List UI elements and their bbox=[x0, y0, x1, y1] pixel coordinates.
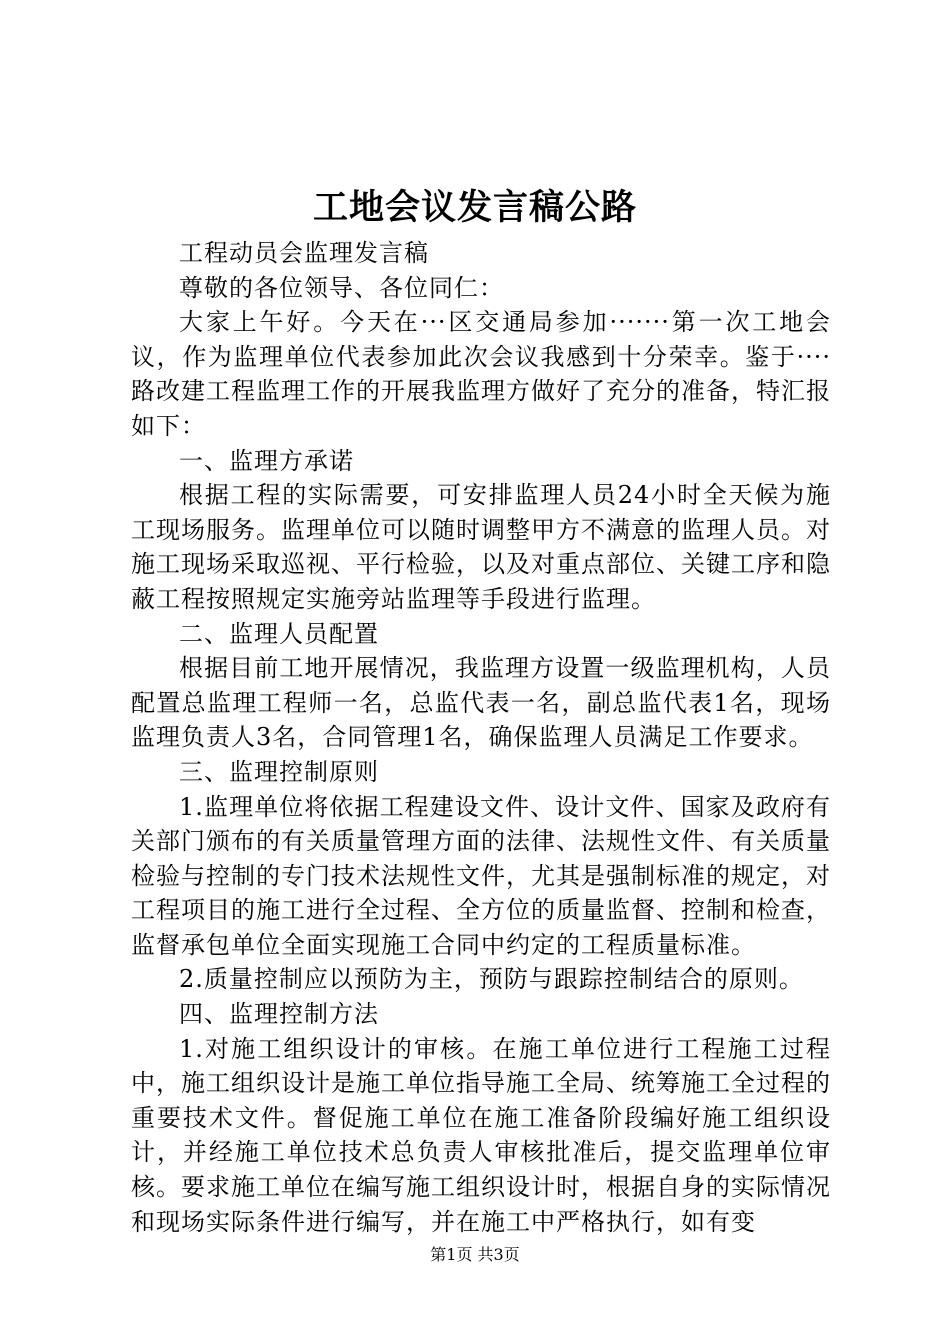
paragraph: 大家上午好。今天在···区交通局参加·······第一次工地会议，作为监理单位代表参加此次会议我感到十分荣幸。鉴于····路改建工程监理工作的开展我监理方做好了充分的准备，特汇报如下： bbox=[131, 308, 831, 440]
paragraph: 工程动员会监理发言稿 bbox=[179, 239, 429, 267]
paragraph: 1.监理单位将依据工程建设文件、设计文件、国家及政府有关部门颁布的有关质量管理方面的法律、法规性文件、有关质量检验与控制的专门技术法规性文件，尤其是强制标准的规定，对工程项目的施工进行全过程、全方位的质量监督、控制和检查，监督承包单位全面实现施工合同中约定的工程质量标准。 bbox=[131, 792, 831, 959]
section-heading: 三、监理控制原则 bbox=[179, 757, 379, 786]
paragraph: 根据工程的实际需要，可安排监理人员24小时全天候为施工现场服务。监理单位可以随时调整甲方不满意的监理人员。对施工现场采取巡视、平行检验，以及对重点部位、关键工序和隐蔽工程按照规定实施旁站监理等手段进行监理。 bbox=[131, 481, 831, 613]
page-footer: 第1页 共3页 bbox=[430, 1245, 520, 1264]
paragraph: 尊敬的各位领导、各位同仁： bbox=[179, 273, 504, 302]
section-heading: 一、监理方承诺 bbox=[179, 446, 354, 475]
section-heading: 二、监理人员配置 bbox=[179, 619, 379, 648]
paragraph: 1.对施工组织设计的审核。在施工单位进行工程施工过程中，施工组织设计是施工单位指导施工全局、统筹施工全过程的重要技术文件。督促施工单位在施工准备阶段编好施工组织设计，并经施工单位技术总负责人审核批准后，提交监理单位审核。要求施工单位在编写施工组织设计时，根据自身的实际情况和现场实际条件进行编写，并在施工中严格执行，如有变 bbox=[131, 1034, 831, 1236]
document-body bbox=[131, 236, 831, 1239]
paragraph: 2.质量控制应以预防为主，预防与跟踪控制结合的原则。 bbox=[179, 965, 804, 994]
section-heading: 四、监理控制方法 bbox=[179, 1000, 379, 1029]
document-title: 工地会议发言稿公路 bbox=[312, 187, 637, 228]
paragraph: 根据目前工地开展情况，我监理方设置一级监理机构，人员配置总监理工程师一名，总监代表一名，副总监代表1名，现场监理负责人3名，合同管理1名，确保监理人员满足工作要求。 bbox=[131, 654, 831, 752]
